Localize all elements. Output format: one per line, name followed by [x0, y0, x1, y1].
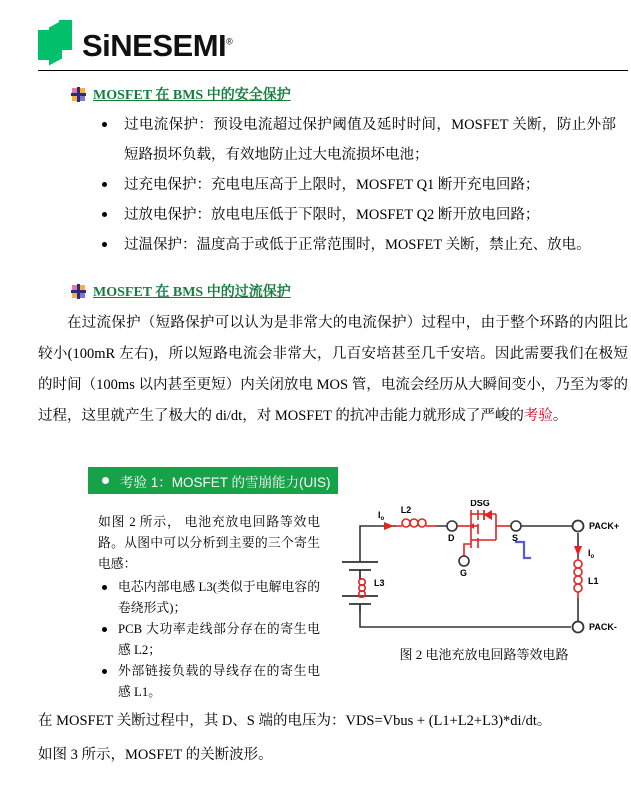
overcurrent-paragraph-tail: 。 — [552, 408, 568, 424]
list-item — [96, 110, 616, 170]
list-item — [98, 619, 320, 661]
list-item-text: 过放电保护：放电电压低于下限时，MOSFET Q2 断开放电回路； — [124, 207, 540, 223]
sinesemi-s-mark-icon — [38, 20, 72, 66]
pack-plus-terminal-node — [573, 521, 584, 532]
label-s: S — [512, 533, 519, 543]
list-item-text: 过充电保护：充电电压高于上限时，MOSFET Q1 断开充电回路； — [124, 177, 540, 193]
section-title-overcurrent: MOSFET 在 BMS 中的过流保护 — [93, 285, 291, 300]
highlight-term: 考验 — [523, 408, 553, 424]
source-terminal-node — [511, 521, 521, 531]
gate-drive-waveform-icon — [516, 542, 530, 558]
brand-logo — [38, 20, 232, 66]
trial-banner — [88, 467, 338, 494]
battery-charge-discharge-equivalent-circuit-svg — [340, 500, 628, 645]
label-current-left: $I_o$ — [378, 510, 385, 522]
bullet-dot-icon — [102, 242, 107, 247]
label-l2: L2 — [400, 505, 412, 515]
list-item-text: 过温保护：温度高于或低于正常范围时，MOSFET 关断，禁止充、放电。 — [124, 237, 591, 253]
label-pack-minus: PACK- — [589, 622, 617, 632]
list-item — [96, 170, 616, 200]
label-l3: L3 — [374, 578, 385, 588]
page-header — [0, 0, 631, 72]
list-item-text: 过电流保护：预设电流超过保护阈值及延时时间，MOSFET 关断，防止外部短路损坏负载，有效地防止过大电流损坏电池； — [124, 117, 616, 163]
current-arrow-left-icon — [384, 522, 394, 530]
figure-description — [98, 512, 320, 703]
bottom-paragraph-1: 在 MOSFET 关断过程中，其 D、S 端的电压为：VDS=Vbus + (L1+L2+L3)*di/dt。 — [38, 713, 552, 729]
bullet-dot-icon — [102, 627, 107, 632]
bullet-dot-icon — [102, 585, 107, 590]
current-arrow-right-icon — [574, 546, 582, 556]
pack-minus-terminal-node — [573, 622, 584, 633]
list-item-text: PCB 大功率走线部分存在的寄生电感 L2； — [118, 622, 320, 657]
label-dsg: DSG — [470, 500, 490, 508]
list-item-text: 外部链接负载的导线存在的寄生电感 L1。 — [118, 664, 320, 699]
label-pack-plus: PACK+ — [589, 521, 620, 531]
list-item — [98, 661, 320, 703]
list-item — [96, 230, 616, 260]
figure-caption: 图 2 电池充放电回路等效电路 — [399, 647, 569, 662]
list-item-text: 电芯内部电感 L3(类似于电解电容的卷绕形式)； — [118, 580, 320, 615]
cross-marker-icon — [72, 285, 85, 298]
trial-banner-label: 考验 1：MOSFET 的雪崩能力(UIS) — [120, 474, 331, 490]
filled-circle-bullet-icon — [102, 477, 109, 484]
drain-terminal-node — [447, 521, 457, 531]
bullet-dot-icon — [102, 212, 107, 217]
cross-marker-icon — [72, 88, 85, 101]
figure-intro-text: 如图 2 所示， 电池充放电回路等效电路。从图中可以分析到主要的三个寄生电感： — [98, 515, 320, 571]
circuit-diagram — [340, 500, 628, 650]
section-title-safety: MOSFET 在 BMS 中的安全保护 — [93, 88, 291, 103]
registered-mark: ® — [226, 36, 233, 47]
list-item — [96, 200, 616, 230]
bottom-paragraph-2: 如图 3 所示，MOSFET 的关断波形。 — [38, 747, 273, 763]
label-l1: L1 — [588, 576, 599, 586]
label-g: G — [460, 568, 468, 578]
safety-bullet-list — [96, 110, 616, 260]
overcurrent-paragraph — [38, 308, 628, 432]
brand-name-text: SiNESEMI — [82, 27, 227, 63]
label-current-right: $I_o$ — [588, 548, 595, 560]
header-divider — [38, 70, 628, 71]
section-heading-overcurrent — [72, 281, 291, 301]
brand-name — [82, 27, 233, 63]
parasitic-inductance-list — [98, 577, 320, 703]
label-d: D — [448, 533, 455, 543]
bullet-dot-icon — [102, 182, 107, 187]
bullet-dot-icon — [102, 122, 107, 127]
section-heading-safety — [72, 84, 291, 104]
overcurrent-paragraph-text: 在过流保护（短路保护可以认为是非常大的电流保护）过程中，由于整个环路的内阻比较小(100mR 左右)，所以短路电流会非常大，几百安培甚至几千安培。因此需要我们在极短的时间（100ms 以内甚至更短）内关闭放电 MOS 管，电流会经历从大瞬间变小，乃至为零的过程，这里就产生了极大的 di/dt，对 MOSFET 的抗冲击能力就形成了严峻的 — [38, 315, 628, 424]
bullet-dot-icon — [102, 669, 107, 674]
gate-terminal-node — [459, 556, 469, 566]
list-item — [98, 577, 320, 619]
